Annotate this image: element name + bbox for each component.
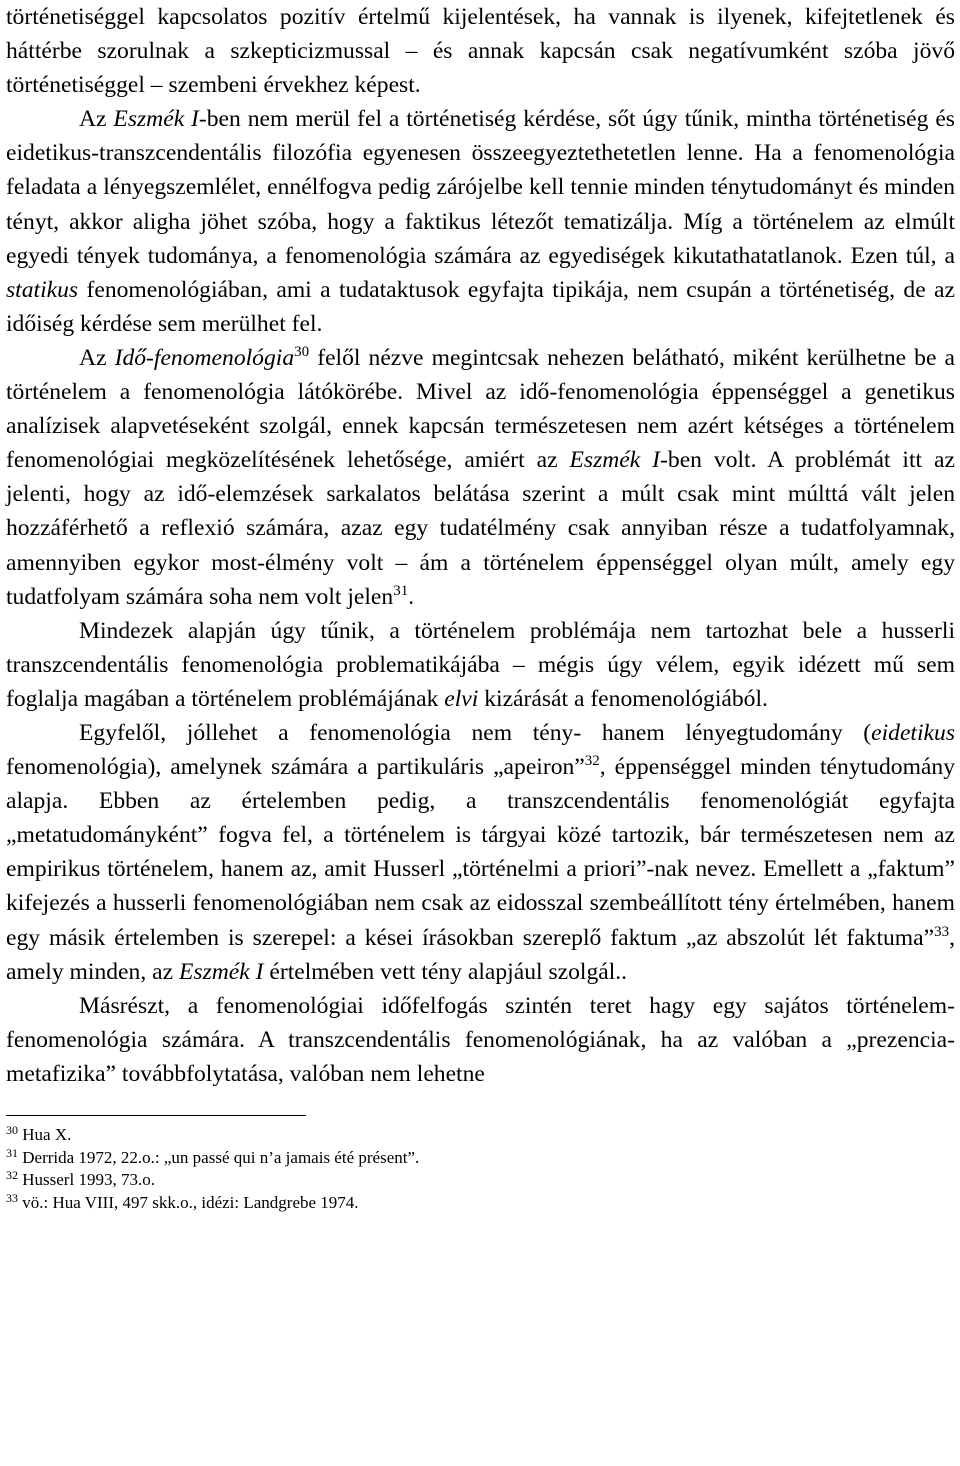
- text-run: Egyfelől, jóllehet a fenomenológia nem tény- hanem lényegtudomány (: [79, 719, 872, 746]
- text-run: történetiséggel kapcsolatos pozitív értelmű kijelentések, ha vannak is ilyenek, kifejtetlenek és háttérbe szorulnak a szkepticizmussal – és annak kapcsán csak negatívumként szóba jövő történetiséggel – szembeni érvekhez képest.: [6, 4, 955, 99]
- footnotes: [6, 1124, 955, 1214]
- paragraph: [6, 0, 955, 102]
- footnote: [6, 1124, 955, 1147]
- paragraph: [6, 716, 955, 989]
- italic-text: Eszmék I: [569, 447, 661, 474]
- paragraph: [6, 989, 955, 1091]
- footnote-number: 33: [6, 1190, 18, 1205]
- text-run: .: [408, 583, 415, 610]
- text-run: Az: [79, 344, 115, 371]
- footnote-number: 30: [6, 1123, 18, 1137]
- text-run: értelmében vett tény alapjául szolgál..: [263, 958, 628, 985]
- footnote-number: 31: [6, 1145, 18, 1160]
- italic-text: elvi: [444, 685, 479, 712]
- paragraph: [6, 614, 955, 716]
- text-run: fenomenológia), amelynek számára a partikuláris „apeiron”: [6, 754, 585, 781]
- footnote-text: vö.: Hua VIII, 497 skk.o., idézi: Landgrebe 1974.: [22, 1192, 359, 1212]
- text-run: kizárását a fenomenológiából.: [478, 685, 768, 712]
- footnote-ref: 32: [584, 753, 600, 770]
- footnote-text: Hua X.: [22, 1125, 72, 1144]
- text-run: Másrészt, a fenomenológiai időfelfogás szintén teret hagy egy sajátos történelem-fenomenológia számára. A transzcendentális fenomenológiának, ha az valóban a „prezencia-metafizika” továbbfolytatása, valóban nem lehetne: [6, 992, 955, 1087]
- footnote: [6, 1192, 955, 1215]
- text-run: Az: [79, 106, 114, 133]
- footnote: [6, 1147, 955, 1170]
- italic-text: Eszmék I: [178, 958, 264, 985]
- italic-text: Eszmék I: [113, 106, 199, 133]
- footnote-number: 32: [6, 1168, 18, 1182]
- paragraph: [6, 341, 955, 614]
- footnote: [6, 1169, 955, 1192]
- text-run: -ben volt. A problémát itt az jelenti, hogy az idő-elemzések sarkalatos belátása szerint a múlt csak mint múlttá vált jelen hozzáférhető a reflexió számára, azaz egy tudatélmény csak annyiban része a tudatfolyamnak, amennyiben egykor most-élmény volt – ám a történelem éppenséggel olyan múlt, amely egy tudatfolyam számára soha nem volt jelen: [6, 447, 955, 610]
- italic-text: Idő-fenomenológia: [114, 344, 295, 371]
- footnote-text: Derrida 1972, 22.o.: „un passé qui n’a jamais été présent”.: [22, 1147, 420, 1167]
- paragraph: [6, 102, 955, 341]
- footnote-text: Husserl 1993, 73.o.: [22, 1170, 155, 1189]
- footnote-ref: 31: [393, 582, 409, 599]
- footnote-ref: 30: [294, 343, 310, 360]
- text-run: , amely minden, az: [6, 924, 955, 985]
- body-text: [6, 0, 955, 1091]
- text-run: fenomenológiában, ami a tudataktusok egyfajta tipikája, nem csupán a történetiség, de az időiség kérdése sem merülhet fel.: [6, 276, 955, 337]
- text-run: felől nézve megintcsak nehezen belátható, miként kerülhetne be a történelem a fenomenológia látókörébe. Mivel az idő-fenomenológia éppenséggel a genetikus analízisek alapvetéseként szolgál, ennek kapcsán természetesen nem azért kétséges a történelem fenomenológiai megközelítésének lehetősége, amiért az: [6, 344, 955, 474]
- text-run: Mindezek alapján úgy tűnik, a történelem problémája nem tartozhat bele a husserli transzcendentális fenomenológia problematikájába – mégis úgy vélem, egyik idézett mű sem foglalja magában a történelem problémájának: [6, 617, 955, 712]
- italic-text: statikus: [6, 276, 79, 303]
- italic-text: eidetikus: [871, 719, 955, 746]
- footnote-ref: 33: [934, 923, 950, 940]
- text-run: -ben nem merül fel a történetiség kérdése, sőt úgy tűnik, mintha történetiség és eidetikus-transzcendentális filozófia egyenesen összeegyeztethetetlen lenne. Ha a fenomenológia feladata a lényegszemlélet, ennélfogva pedig zárójelbe kell tennie minden ténytudományt és minden tényt, akkor aligha jöhet szóba, hogy a faktikus létezőt tematizálja. Míg a történelem az elmúlt egyedi tények tudománya, a fenomenológia számára az egyediségek kikutathatatlanok. Ezen túl, a: [6, 106, 955, 269]
- footnote-separator: [6, 1115, 306, 1116]
- text-run: , éppenséggel minden ténytudomány alapja. Ebben az értelemben pedig, a transzcendentális fenomenológiát egyfajta „metatudományként” fogva fel, a történelem is tárgyai közé tartozik, bár természetesen nem az empirikus történelem, hanem az, amit Husserl „történelmi a priori”-nak nevez. Emellett a „faktum” kifejezés a husserli fenomenológiában nem csak az eidosszal szembeállított tény értelmében, hanem egy másik értelemben is szerepel: a kései írásokban szereplő faktum „az abszolút lét faktuma”: [6, 754, 955, 951]
